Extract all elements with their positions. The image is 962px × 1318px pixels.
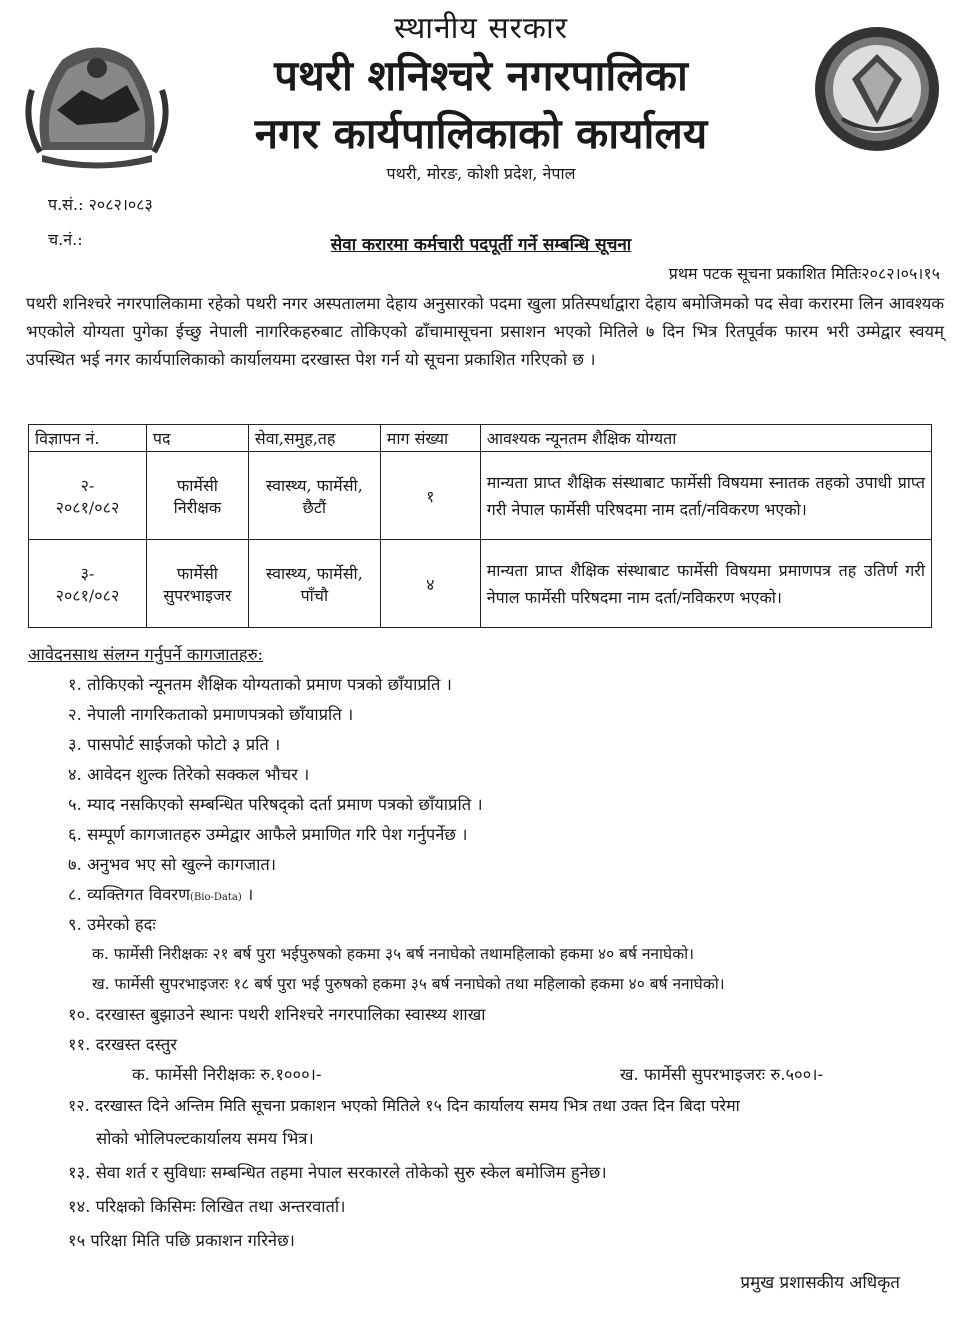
table-header-row	[29, 425, 932, 452]
post-line1: फार्मेसी	[176, 475, 218, 495]
service-line2: पाँचौ	[300, 585, 329, 605]
service-line2: छैटौं	[302, 497, 327, 517]
list-item: १०. दरखास्त बुझाउने स्थानः पथरी शनिश्चरे नगरपालिका स्वास्थ्य शाखा	[68, 1005, 486, 1024]
documents-heading: आवेदनसाथ संलग्न गर्नुपर्ने कागजातहरु:	[28, 645, 264, 664]
list-item: १२. दरखास्त दिने अन्तिम मिति सूचना प्रकाशन भएको मितिले १५ दिन कार्यालय समय भित्र तथा उक्त दिन बिदा परेमा	[68, 1096, 740, 1115]
post-line2: निरीक्षक	[173, 497, 222, 517]
list-item: ५. म्याद नसकिएको सम्बन्धित परिषद्को दर्ता प्रमाण पत्रको छाँयाप्रति ।	[68, 795, 483, 814]
list-item: ६. सम्पूर्ण कागजातहरु उम्मेद्वार आफैले प्रमाणित गरि पेश गर्नुपर्नेछ ।	[68, 825, 468, 844]
header-top-text: स्थानीय सरकार	[394, 11, 568, 46]
signature-title: प्रमुख प्रशासकीय अधिकृत	[740, 1273, 900, 1293]
bio-data-note: (Bio-Data)	[190, 892, 242, 903]
list-subitem: क. फार्मेसी निरीक्षकः रु.१०००।-	[132, 1065, 322, 1084]
cell-ad-no	[29, 540, 147, 628]
list-item: ७. अनुभव भए सो खुल्ने कागजात।	[68, 855, 277, 874]
list-item: ९. उमेरको हदः	[68, 915, 156, 934]
header-count: माग संख्या	[380, 425, 480, 452]
list-item-continuation: सोको भोलिपल्टकार्यालय समय भित्र।	[96, 1129, 314, 1148]
header-post: पद	[146, 425, 248, 452]
post-line2: सुपरभाइजर	[163, 585, 232, 605]
ad-no-line1: ३-	[80, 563, 95, 583]
cell-count: १	[380, 452, 480, 540]
cell-ad-no	[29, 452, 147, 540]
header-ad-no: विज्ञापन नं.	[29, 425, 147, 452]
municipality-name: पथरी शनिश्चरे नगरपालिका	[274, 51, 688, 100]
cell-count: ४	[380, 540, 480, 628]
cell-post	[146, 452, 248, 540]
list-item: १. तोकिएको न्यूनतम शैक्षिक योग्यताको प्रमाण पत्रको छाँयाप्रति ।	[68, 675, 452, 694]
list-item-text: ८. व्यक्तिगत विवरण	[68, 885, 191, 904]
publication-date: प्रथम पटक सूचना प्रकाशित मितिः२०८२।०५।१५	[668, 264, 940, 283]
notice-subject: सेवा करारमा कर्मचारी पदपूर्ती गर्ने सम्बन्धि सूचना	[330, 235, 632, 255]
list-item: ११. दरखस्त दस्तुर	[68, 1035, 178, 1054]
header-qualification: आवश्यक न्यूनतम शैक्षिक योग्यता	[480, 425, 931, 452]
vacancy-table	[28, 424, 932, 628]
cell-qualification: मान्यता प्राप्त शैक्षिक संस्थाबाट फार्मेसी विषयमा स्नातक तहको उपाधी प्राप्त गरी नेपाल फार्मेसी परिषदमा नाम दर्ता/नविकरण भएको।	[480, 452, 931, 540]
list-item	[68, 882, 253, 905]
post-line1: फार्मेसी	[176, 563, 218, 583]
cell-service	[248, 540, 380, 628]
list-item: १५ परिक्षा मिति पछि प्रकाशन गरिनेछ।	[68, 1231, 295, 1250]
cell-qualification: मान्यता प्राप्त शैक्षिक संस्थाबाट फार्मेसी विषयमा प्रमाणपत्र तह उतिर्ण गरी नेपाल फार्मेसी परिषदमा नाम दर्ता/नविकरण भएको।	[480, 540, 931, 628]
list-item: ३. पासपोर्ट साईजको फोटो ३ प्रति ।	[68, 735, 281, 754]
list-item-end: ।	[241, 885, 254, 904]
list-item: २. नेपाली नागरिकताको प्रमाणपत्रको छाँयाप्रति ।	[68, 705, 354, 724]
ad-no-line1: २-	[80, 475, 95, 495]
ad-no-line2: २०८१/०८२	[55, 585, 120, 605]
header-service: सेवा,समुह,तह	[248, 425, 380, 452]
dispatch-number: च.नं.:	[48, 230, 83, 249]
service-line1: स्वास्थ्य, फार्मेसी,	[265, 475, 363, 495]
reference-number: प.सं.: २०८२।०८३	[48, 195, 153, 214]
service-line1: स्वास्थ्य, फार्मेसी,	[265, 563, 363, 583]
table-row	[29, 540, 932, 628]
table-row	[29, 452, 932, 540]
list-subitem: ख. फार्मेसी सुपरभाइजरः १८ बर्ष पुरा भई पुरुषको हकमा ३५ बर्ष ननाघेको तथा महिलाको हकमा ४० बर्ष ननाघेको।	[92, 975, 725, 993]
cell-service	[248, 452, 380, 540]
list-item: १४. परिक्षको किसिमः लिखित तथा अन्तरवार्ता।	[68, 1197, 346, 1216]
list-subitem: ख. फार्मेसी सुपरभाइजरः रु.५००।-	[620, 1065, 824, 1084]
office-name: नगर कार्यपालिकाको कार्यालय	[254, 109, 708, 158]
list-item: १३. सेवा शर्त र सुविधाः सम्बन्धित तहमा नेपाल सरकारले तोकेको सुरु स्केल बमोजिम हुनेछ।	[68, 1163, 607, 1182]
list-item: ४. आवेदन शुल्क तिरेको सक्कल भौचर ।	[68, 765, 310, 784]
notice-paragraph: पथरी शनिश्चरे नगरपालिकामा रहेको पथरी नगर अस्पतालमा देहाय अनुसारको पदमा खुला प्रतिस्पर्धाद्वारा देहाय बमोजिमको पद सेवा करारमा लिन आवश्यक भएकोले योग्यता पुगेका ईच्छु नेपाली नागरिकहरुबाट तोकिएको ढाँचामासूचना प्रसाशन भएको मितिले ७ दिन भित्र रितपूर्वक फारम भरी उम्मेद्वार स्वयम् उपस्थित भई नगर कार्यपालिकाको कार्यालयमा दरखास्त पेश गर्न यो सूचना प्रकाशित गरिएको छ ।	[26, 294, 944, 369]
ad-no-line2: २०८१/०८२	[55, 497, 120, 517]
cell-post	[146, 540, 248, 628]
address: पथरी, मोरङ, कोशी प्रदेश, नेपाल	[386, 164, 576, 183]
list-subitem: क. फार्मेसी निरीक्षकः २१ बर्ष पुरा भईपुरुषको हकमा ३५ बर्ष ननाघेको तथामहिलाको हकमा ४० बर्ष ननाघेको।	[92, 945, 695, 963]
